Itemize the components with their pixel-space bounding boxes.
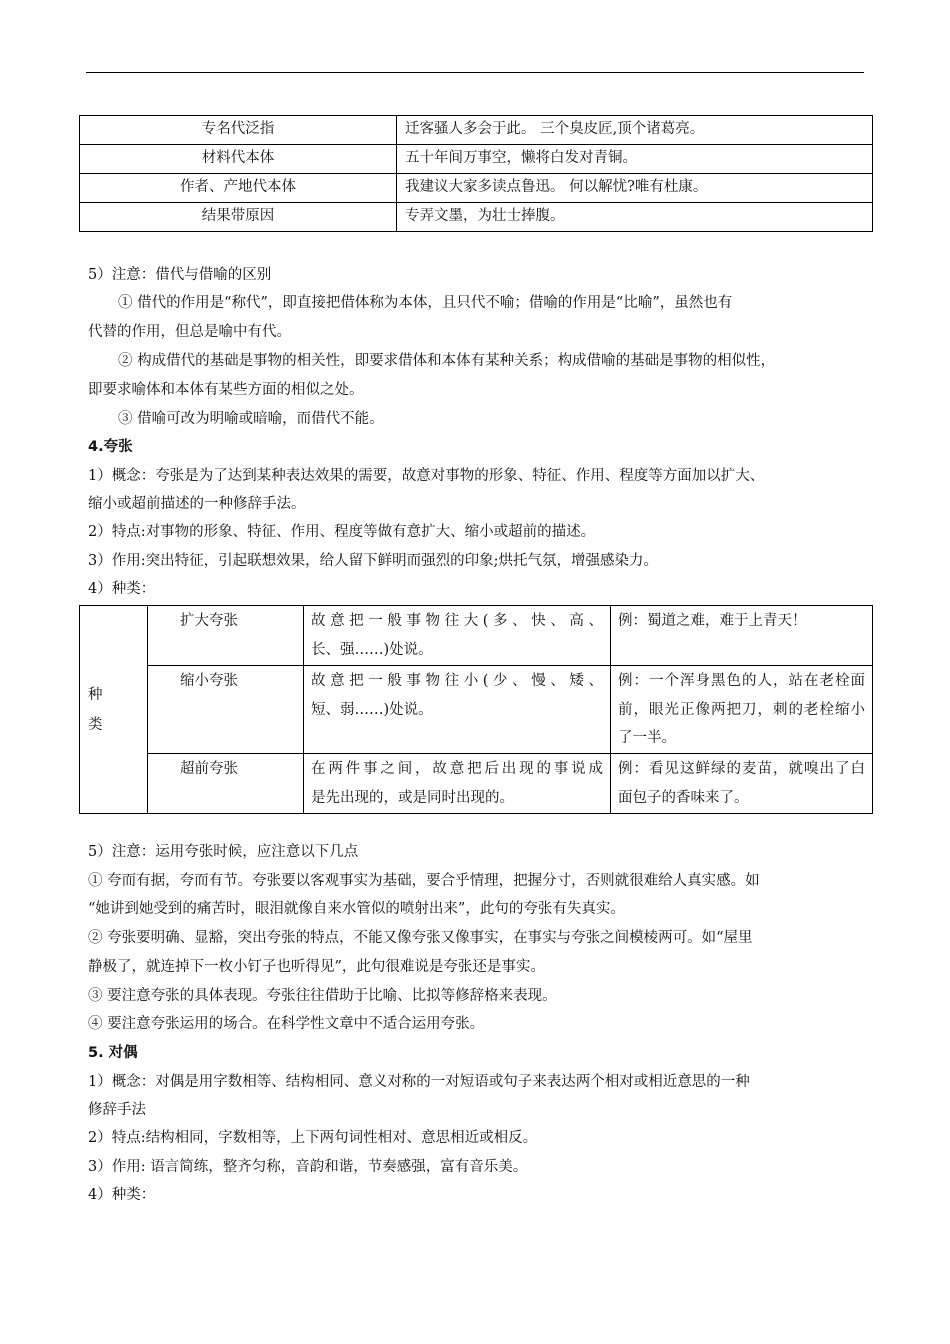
category-cell	[80, 606, 148, 814]
cell-line: 长、强……)处说。	[311, 641, 433, 658]
section-subtitle: 5）注意：借代与借喻的区别	[88, 267, 272, 283]
metonymy-types-table	[79, 115, 873, 232]
section-subtitle: 5）注意：运用夸张时候，应注意以下几点	[88, 844, 359, 860]
example-cell	[611, 666, 873, 754]
type-name-cell: 超前夸张	[148, 754, 304, 814]
hyperbole-types-table	[79, 605, 873, 814]
paragraph-line: ① 夸而有据，夸而有节。夸张要以客观事实为基础，要合乎情理，把握分寸，否则就很难给人真实感。如	[88, 873, 760, 889]
paragraph-line: 1）概念：对偶是用字数相等、结构相同、意义对称的一对短语或句子来表达两个相对或相近意思的一种	[88, 1074, 750, 1090]
category-char: 种	[88, 687, 103, 703]
cell-line: 故意把一般事物往小(少、慢、矮、	[311, 673, 603, 689]
cell-line: 故意把一般事物往大(多、快、高、	[311, 613, 603, 629]
description-cell	[304, 666, 611, 754]
table-cell: 专弄文墨，为壮士捧腹。	[397, 203, 873, 232]
paragraph-line: ④ 要注意夸张运用的场合。在科学性文章中不适合运用夸张。	[88, 1016, 485, 1032]
cell-line: 前，眼光正像两把刀，刺的老栓缩小	[618, 701, 865, 718]
cell-line: 例：蜀道之难，难于上青天！	[618, 613, 807, 629]
paragraph-line: 3）作用: 语言简练，整齐匀称，音韵和谐，节奏感强，富有音乐美。	[88, 1159, 528, 1175]
table-row	[80, 754, 873, 814]
table-row	[80, 606, 873, 666]
table-cell: 结果带原因	[80, 203, 397, 232]
cell-line: 例：一个浑身黑色的人，站在老栓面	[618, 673, 865, 689]
table-row	[80, 203, 873, 232]
type-name-cell: 缩小夸张	[148, 666, 304, 754]
section-heading: 4.夸张	[88, 439, 133, 455]
paragraph-line: 4）种类：	[88, 581, 156, 597]
cell-line: 例：看见这鲜绿的麦苗，就嗅出了白	[618, 761, 865, 777]
section-heading: 5. 对偶	[88, 1045, 138, 1061]
category-char: 类	[88, 717, 103, 733]
paragraph-line: ① 借代的作用是“称代”，即直接把借体称为本体，且只代不喻；借喻的作用是“比喻”，虽然也有	[118, 295, 733, 311]
description-cell	[304, 606, 611, 666]
description-cell	[304, 754, 611, 814]
cell-line: 面包子的香味来了。	[618, 789, 749, 806]
example-cell	[611, 606, 873, 666]
paragraph-line: 2）特点:结构相同，字数相等，上下两句词性相对、意思相近或相反。	[88, 1130, 538, 1146]
table-cell: 作者、产地代本体	[80, 174, 397, 203]
paragraph-line: 缩小或超前描述的一种修辞手法。	[88, 496, 306, 512]
paragraph-line: 代替的作用，但总是喻中有代。	[88, 324, 291, 340]
table-cell: 专名代泛指	[80, 116, 397, 145]
cell-line: 了一半。	[618, 730, 676, 746]
cell-line: 短、弱……)处说。	[311, 701, 433, 718]
paragraph-line: 2）特点:对事物的形象、特征、作用、程度等做有意扩大、缩小或超前的描述。	[88, 524, 596, 540]
paragraph-line: ② 构成借代的基础是事物的相关性，即要求借体和本体有某种关系；构成借喻的基础是事物的相似性，	[118, 353, 776, 369]
paragraph-line: 4）种类：	[88, 1187, 156, 1203]
table-row	[80, 116, 873, 145]
paragraph-line: 修辞手法	[88, 1102, 146, 1118]
table-row	[80, 145, 873, 174]
paragraph-line: 静极了，就连掉下一枚小钉子也听得见”，此句很难说是夸张还是事实。	[88, 959, 545, 975]
table-row	[80, 666, 873, 754]
example-cell	[611, 754, 873, 814]
paragraph-line: “她讲到她受到的痛苦时，眼泪就像自来水管似的喷射出来”，此句的夸张有失真实。	[88, 901, 625, 917]
paragraph-line: ② 夸张要明确、显豁，突出夸张的特点，不能又像夸张又像事实，在事实与夸张之间模棱两可。如“屋里	[88, 930, 753, 946]
cell-line: 是先出现的，或是同时出现的。	[311, 789, 514, 806]
type-name-cell: 扩大夸张	[148, 606, 304, 666]
paragraph-line: ③ 要注意夸张的具体表现。夸张往往借助于比喻、比拟等修辞格来表现。	[88, 988, 557, 1004]
paragraph-line: 1）概念：夸张是为了达到某种表达效果的需要，故意对事物的形象、特征、作用、程度等方面加以扩大、	[88, 468, 765, 484]
table-cell: 材料代本体	[80, 145, 397, 174]
table-cell: 五十年间万事空，懒将白发对青铜。	[397, 145, 873, 174]
table-cell: 迁客骚人多会于此。 三个臭皮匠,顶个诸葛亮。	[397, 116, 873, 145]
paragraph-line: ③ 借喻可改为明喻或暗喻，而借代不能。	[118, 411, 384, 427]
header-rule	[86, 72, 864, 73]
table-cell: 我建议大家多读点鲁迅。 何以解忧?唯有杜康。	[397, 174, 873, 203]
paragraph-line: 即要求喻体和本体有某些方面的相似之处。	[88, 382, 364, 398]
paragraph-line: 3）作用:突出特征，引起联想效果，给人留下鲜明而强烈的印象;烘托气氛，增强感染力。	[88, 553, 658, 569]
table-row	[80, 174, 873, 203]
cell-line: 在两件事之间，故意把后出现的事说成	[311, 761, 603, 777]
